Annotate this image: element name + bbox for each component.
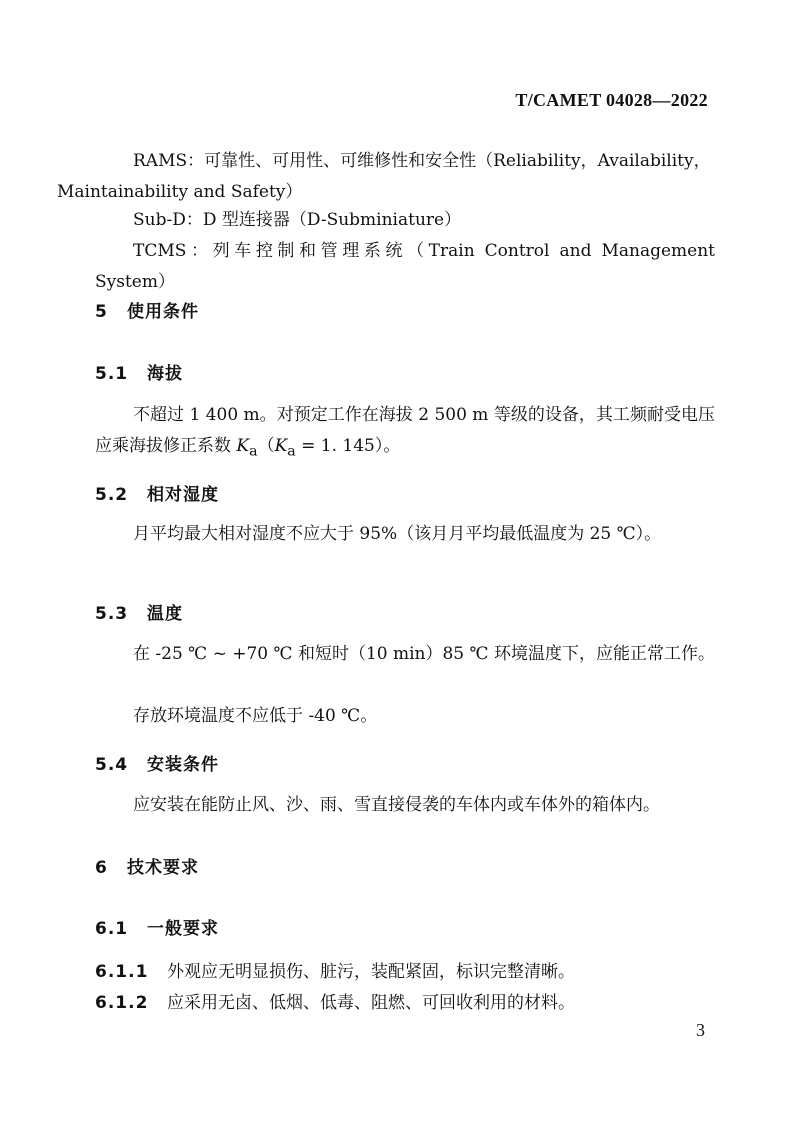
- section-6-1-heading: 6.1 一般要求: [95, 919, 219, 939]
- section-5-1-heading: 5.1 海拔: [95, 364, 183, 384]
- section-5-4-heading: 5.4 安装条件: [95, 755, 219, 775]
- section-5-2-heading: 5.2 相对湿度: [95, 485, 219, 505]
- section-5-4-text: 应安装在能防止风、沙、雨、雪直接侵袭的车体内或车体外的箱体内。: [133, 795, 660, 815]
- section-5-3-text2: 存放环境温度不应低于 -40 ℃。: [133, 706, 378, 726]
- abbrev-rams: RAMS：可靠性、可用性、可维修性和安全性（Reliability，Availability， Maintainability and Safety）: [57, 151, 711, 202]
- abbrev-subd: Sub-D：D 型连接器（D-Subminiature）: [133, 210, 462, 230]
- item-6-1-1: 6.1.1 外观应无明显损伤、脏污，装配紧固，标识完整清晰。: [95, 962, 575, 982]
- abbrev-tcms: TCMS：列车控制和管理系统（Train Control and Management System）: [95, 241, 715, 292]
- standard-id: T/CAMET 04028—2022: [515, 90, 708, 110]
- section-5-1-text: 不超过 1 400 m。对预定工作在海拔 2 500 m 等级的设备，其工频耐受电压应乘海拔修正系数 $K_a(K_a = 1$. 145）。: [95, 405, 715, 460]
- section-6-heading: 6 技术要求: [95, 858, 199, 878]
- item-6-1-2: 6.1.2 应采用无卤、低烟、低毒、阻燃、可回收利用的材料。: [95, 993, 575, 1013]
- page-number: 3: [696, 1020, 705, 1040]
- section-5-2-text: 月平均最大相对湿度不应大于 95%（该月月平均最低温度为 25 ℃）。: [133, 524, 662, 544]
- section-5-3-heading: 5.3 温度: [95, 604, 183, 624]
- section-5-3-text1: 在 -25 ℃ ~ +70 ℃ 和短时（10 min）85 ℃ 环境温度下，应能正常工作。: [133, 644, 715, 664]
- section-5-heading: 5 使用条件: [95, 302, 199, 322]
